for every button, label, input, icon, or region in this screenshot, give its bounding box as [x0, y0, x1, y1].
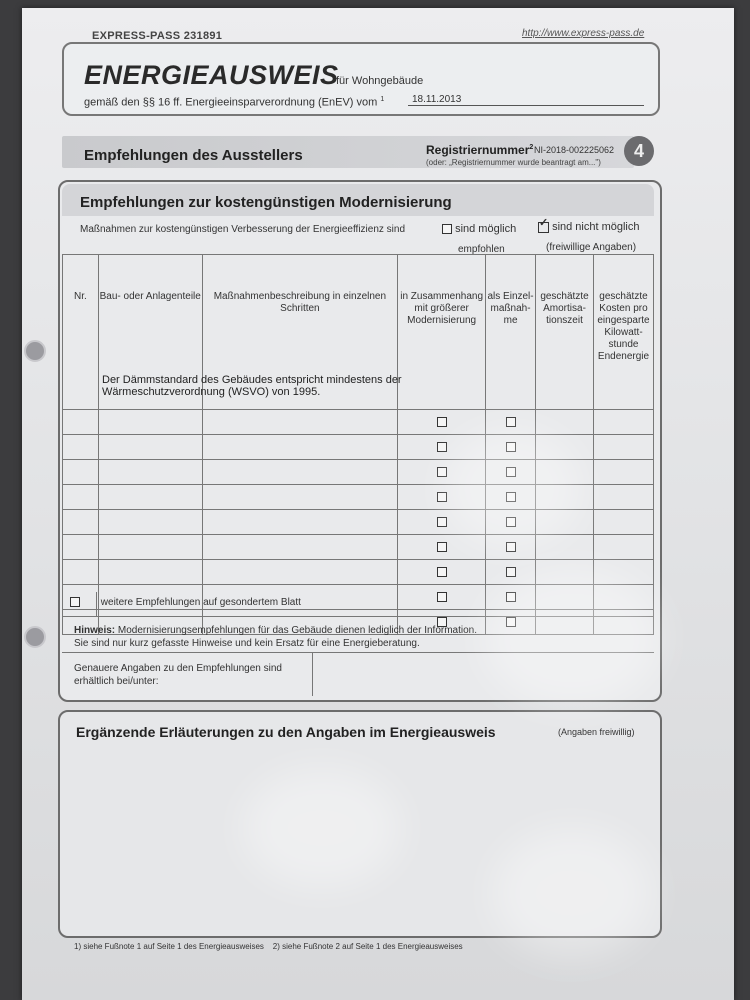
single-checkbox[interactable]	[506, 542, 516, 552]
cell-single	[486, 485, 536, 510]
cell-single	[486, 560, 536, 585]
cell-costs[interactable]	[593, 410, 653, 435]
cell-description[interactable]	[202, 485, 398, 510]
hint-text	[74, 624, 477, 650]
document-page	[22, 8, 734, 1000]
recommendations-table	[62, 254, 654, 635]
cell-nr[interactable]	[63, 410, 99, 435]
divider	[96, 592, 97, 616]
cell-description[interactable]	[202, 510, 398, 535]
combined-checkbox[interactable]	[437, 467, 447, 477]
cell-costs[interactable]	[593, 535, 653, 560]
registration-label	[426, 143, 533, 157]
option-not-possible	[538, 216, 640, 233]
col-component: Bau- oder Anlagenteile	[98, 255, 202, 410]
divider	[62, 652, 654, 653]
hint-label: Hinweis:	[74, 625, 116, 636]
single-checkbox[interactable]	[506, 617, 516, 627]
cell-costs[interactable]	[593, 435, 653, 460]
cell-component[interactable]	[98, 485, 202, 510]
cell-component[interactable]	[98, 410, 202, 435]
punch-hole	[24, 626, 46, 648]
recommendations-title: Empfehlungen zur kostengünstigen Modernisierung	[80, 194, 452, 211]
cell-combined	[398, 460, 486, 485]
cell-nr[interactable]	[63, 460, 99, 485]
recommended-label: empfohlen	[458, 244, 505, 255]
registration-label-text: Registriernummer	[426, 143, 530, 157]
cell-payback[interactable]	[536, 535, 594, 560]
measures-text: Maßnahmen zur kostengünstigen Verbesserung der Energieeffizienz sind	[80, 224, 406, 235]
cell-component[interactable]	[98, 435, 202, 460]
table-row	[63, 510, 654, 535]
cell-nr[interactable]	[63, 510, 99, 535]
cell-payback[interactable]	[536, 610, 594, 635]
combined-checkbox[interactable]	[437, 592, 447, 602]
col-costs: geschätzte Kosten pro eingesparte Kilowatt-stunde Endenergie	[593, 255, 653, 410]
col-payback: geschätzte Amortisa-tionszeit	[536, 255, 594, 410]
details-label: Genauere Angaben zu den Empfehlungen sind erhältlich bei/unter:	[74, 663, 282, 687]
cell-payback[interactable]	[536, 435, 594, 460]
combined-checkbox[interactable]	[437, 517, 447, 527]
cell-single	[486, 435, 536, 460]
cell-nr[interactable]	[63, 535, 99, 560]
voluntary-label: (freiwillige Angaben)	[546, 242, 637, 253]
cell-single	[486, 585, 536, 610]
pass-id: EXPRESS-PASS 231891	[92, 30, 223, 42]
registration-number[interactable]: NI-2018-002225062	[534, 145, 615, 155]
possible-checkbox[interactable]	[442, 224, 452, 234]
table-row	[63, 435, 654, 460]
single-checkbox[interactable]	[506, 492, 516, 502]
cell-single	[486, 510, 536, 535]
document-title: ENERGIEAUSWEIS	[84, 60, 339, 90]
possible-label: sind möglich	[455, 223, 517, 235]
cell-description[interactable]	[202, 410, 398, 435]
cell-payback[interactable]	[536, 510, 594, 535]
col-single: als Einzel-maßnah-me	[486, 255, 536, 410]
punch-hole	[24, 340, 46, 362]
cell-combined	[398, 535, 486, 560]
cell-nr[interactable]	[63, 485, 99, 510]
document-title-suffix: für Wohngebäude	[336, 75, 424, 87]
single-checkbox[interactable]	[506, 567, 516, 577]
cell-single	[486, 610, 536, 635]
combined-checkbox[interactable]	[437, 567, 447, 577]
cell-payback[interactable]	[536, 485, 594, 510]
combined-checkbox[interactable]	[437, 417, 447, 427]
regulation-date-field[interactable]: 18.11.2013	[408, 94, 644, 106]
website-url[interactable]: http://www.express-pass.de	[522, 28, 645, 39]
registration-note: (oder: „Registriernummer wurde beantragt am...")	[426, 158, 601, 167]
col-description: Maßnahmenbeschreibung in einzelnen Schritten	[202, 255, 398, 410]
supplementary-subtitle: (Angaben freiwillig)	[558, 727, 635, 737]
supplementary-title: Ergänzende Erläuterungen zu den Angaben im Energieausweis	[76, 724, 496, 740]
single-checkbox[interactable]	[506, 592, 516, 602]
table-row	[63, 410, 654, 435]
cell-costs[interactable]	[593, 510, 653, 535]
regulation-label: gemäß den §§ 16 ff. Energieeinsparverordnung (EnEV) vom	[84, 96, 378, 109]
table-row	[63, 460, 654, 485]
table-row	[63, 485, 654, 510]
single-checkbox[interactable]	[506, 417, 516, 427]
cell-description[interactable]	[202, 435, 398, 460]
cell-costs[interactable]	[593, 610, 653, 635]
divider	[312, 652, 313, 696]
regulation-text	[84, 96, 384, 109]
cell-combined	[398, 435, 486, 460]
not-possible-label: sind nicht möglich	[552, 221, 640, 233]
single-checkbox[interactable]	[506, 467, 516, 477]
cell-description[interactable]	[202, 535, 398, 560]
page-number-badge: 4	[624, 136, 654, 166]
regulation-footnote: 1	[380, 96, 385, 103]
col-combined: in Zusammenhang mit größerer Modernisierung	[398, 255, 486, 410]
hint-body: Modernisierungsempfehlungen für das Gebäude dienen lediglich der Information.	[117, 625, 478, 636]
cell-combined	[398, 560, 486, 585]
single-checkbox[interactable]	[506, 517, 516, 527]
cell-component[interactable]	[98, 560, 202, 585]
cell-component[interactable]	[98, 510, 202, 535]
table-row	[63, 535, 654, 560]
supplementary-textarea[interactable]	[70, 750, 646, 926]
cell-nr[interactable]	[63, 560, 99, 585]
cell-costs[interactable]	[593, 585, 653, 610]
further-checkbox[interactable]	[70, 597, 80, 607]
option-possible	[442, 223, 516, 235]
cell-payback[interactable]	[536, 585, 594, 610]
cell-component[interactable]	[98, 460, 202, 485]
combined-checkbox[interactable]	[437, 442, 447, 452]
cell-costs[interactable]	[593, 485, 653, 510]
cell-combined	[398, 485, 486, 510]
cell-description[interactable]	[202, 560, 398, 585]
cell-nr[interactable]	[63, 435, 99, 460]
cell-description[interactable]	[202, 460, 398, 485]
further-label: weitere Empfehlungen auf gesondertem Blatt	[100, 597, 301, 608]
cell-combined	[398, 510, 486, 535]
divider	[62, 616, 654, 617]
cell-costs[interactable]	[593, 460, 653, 485]
cell-combined	[398, 410, 486, 435]
combined-checkbox[interactable]	[437, 542, 447, 552]
not-possible-checkbox[interactable]	[538, 216, 549, 233]
hint-body-2: Sie sind nur kurz gefasste Hinweise und kein Ersatz für eine Energieberatung.	[74, 638, 420, 649]
registration-footnote: 2	[529, 144, 534, 151]
cell-single	[486, 460, 536, 485]
cell-costs[interactable]	[593, 560, 653, 585]
section-title: Empfehlungen des Ausstellers	[84, 147, 303, 164]
cell-combined	[398, 585, 486, 610]
cell-component[interactable]	[98, 535, 202, 560]
cell-payback[interactable]	[536, 560, 594, 585]
first-row-text: Der Dämmstandard des Gebäudes entspricht mindestens der Wärmeschutzverordnung (WSVO) von 1995.	[102, 374, 402, 398]
cell-single	[486, 410, 536, 435]
cell-single	[486, 535, 536, 560]
cell-payback[interactable]	[536, 460, 594, 485]
further-recommendations	[70, 597, 301, 608]
single-checkbox[interactable]	[506, 442, 516, 452]
combined-checkbox[interactable]	[437, 492, 447, 502]
footnotes: 1) siehe Fußnote 1 auf Seite 1 des Energieausweises 2) siehe Fußnote 2 auf Seite 1 des Energieausweises	[74, 942, 463, 951]
col-nr: Nr.	[63, 255, 99, 410]
check-mark-icon: ✓	[539, 216, 549, 229]
cell-payback[interactable]	[536, 410, 594, 435]
table-row	[63, 560, 654, 585]
